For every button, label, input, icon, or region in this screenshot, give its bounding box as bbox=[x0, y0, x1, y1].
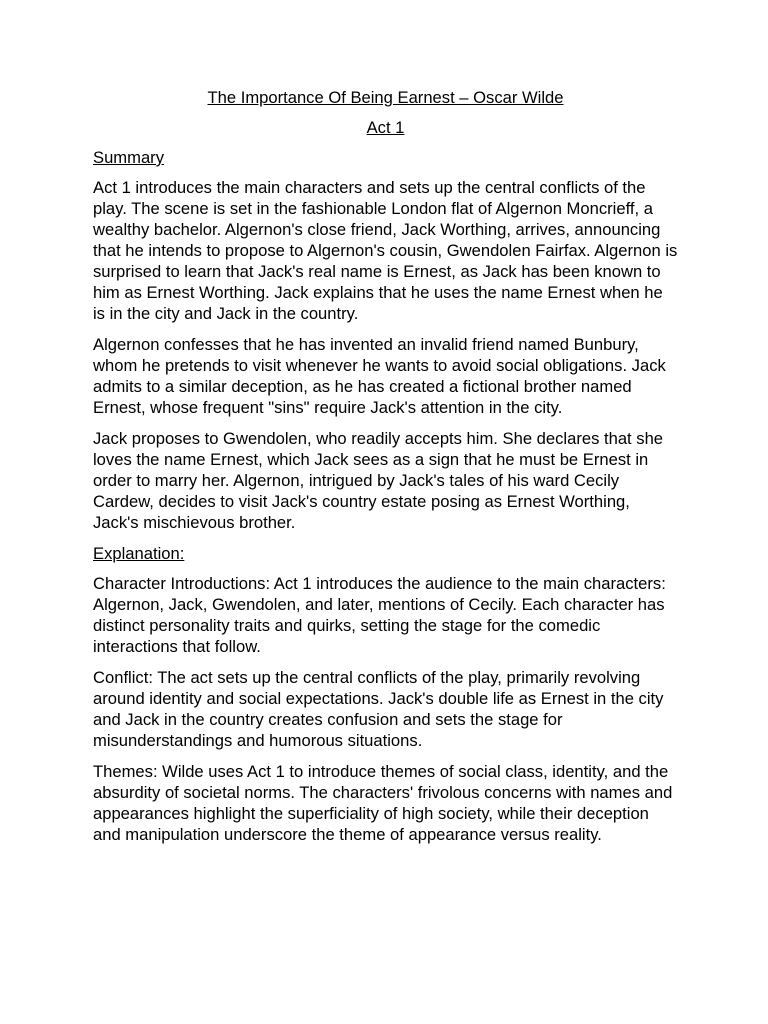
summary-paragraph: Jack proposes to Gwendolen, who readily accepts him. She declares that she loves the name Ernest, which Jack sees as a sign that he must be Ernest in order to marry her. Algernon, intrigued by Jack's tales of his ward Cecily Cardew, decides to visit Jack's country estate posing as Ernest Worthing, Jack's mischievous brother. bbox=[93, 429, 664, 532]
explanation-paragraph: Themes: Wilde uses Act 1 to introduce themes of social class, identity, and the absurdity of societal norms. The characters' frivolous concerns with names and appearances highlight the superficiality of high society, while their deception and manipulation underscore the theme of appearance versus reality. bbox=[93, 762, 673, 844]
explanation-paragraph: Conflict: The act sets up the central conflicts of the play, primarily revolving around identity and social expectations. Jack's double life as Ernest in the city and Jack in the country creates confusion and sets the stage for misunderstandings and humorous situations. bbox=[93, 668, 664, 750]
document-title: The Importance Of Being Earnest – Oscar Wilde bbox=[207, 88, 564, 107]
summary-heading: Summary bbox=[93, 148, 164, 167]
summary-paragraph: Algernon confesses that he has invented an invalid friend named Bunbury, whom he pretends to visit whenever he wants to avoid social obligations. Jack admits to a similar deception, as he has created a fictional brother named Ernest, whose frequent "sins" require Jack's attention in the city. bbox=[93, 335, 666, 417]
explanation-paragraph: Character Introductions: Act 1 introduces the audience to the main characters: Algernon, Jack, Gwendolen, and later, mentions of Cecily. Each character has distinct personality traits and quirks, setting the stage for the comedic interactions that follow. bbox=[93, 574, 666, 656]
document-page bbox=[93, 87, 678, 855]
explanation-heading: Explanation: bbox=[93, 544, 185, 563]
summary-paragraph: Act 1 introduces the main characters and sets up the central conflicts of the play. The scene is set in the fashionable London flat of Algernon Moncrieff, a wealthy bachelor. Algernon's close friend, Jack Worthing, arrives, announcing that he intends to propose to Algernon's cousin, Gwendolen Fairfax. Algernon is surprised to learn that Jack's real name is Ernest, as Jack has been known to him as Ernest Worthing. Jack explains that he uses the name Ernest when he is in the city and Jack in the country. bbox=[93, 178, 678, 323]
act-heading: Act 1 bbox=[366, 118, 405, 137]
